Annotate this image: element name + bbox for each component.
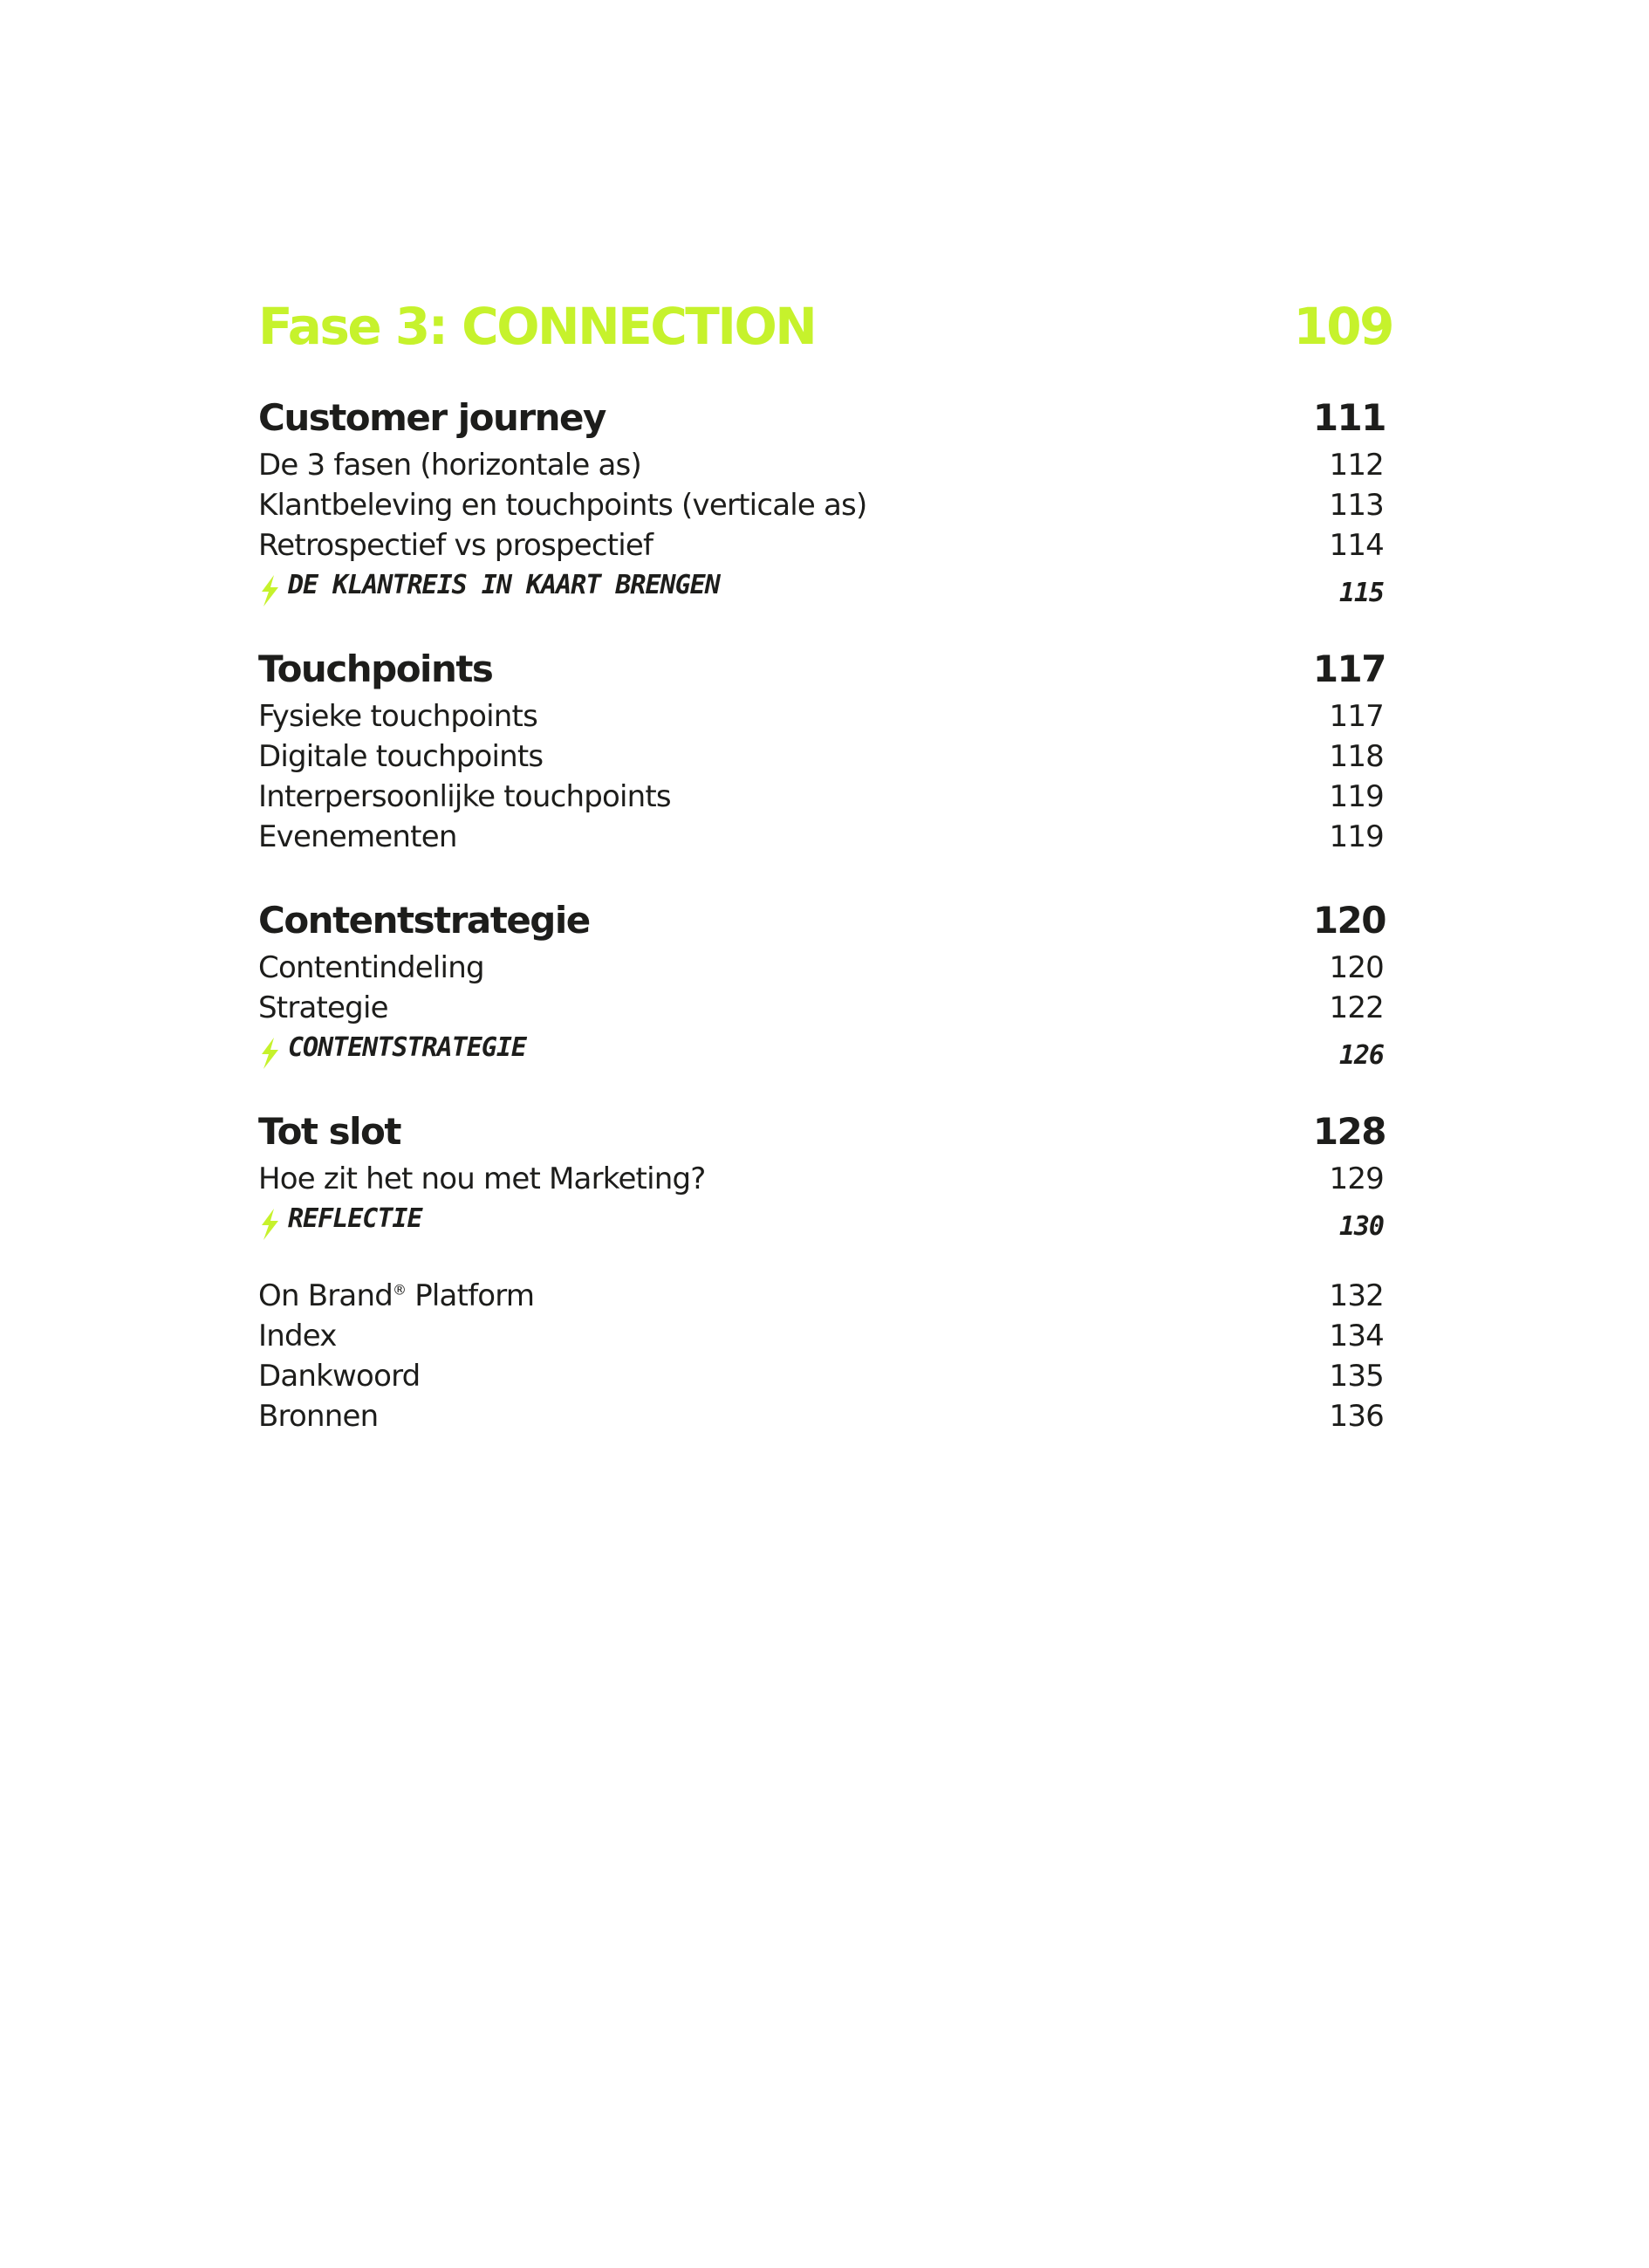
entry-page: 129 (1329, 1161, 1384, 1196)
section-title: Touchpoints (258, 648, 493, 690)
entry-label: Fysieke touchpoints (258, 699, 537, 734)
toc-appendix (258, 1276, 1392, 1436)
toc-section-contentstrategie (258, 894, 1392, 1071)
registered-mark: ® (393, 1281, 407, 1298)
lightning-bolt-icon (258, 575, 281, 606)
entry-label: On Brand® Platform (258, 1278, 535, 1313)
toc-section-tot-slot (258, 1105, 1392, 1242)
toc-section-touchpoints (258, 642, 1392, 857)
entry-label: Interpersoonlijke touchpoints (258, 779, 671, 814)
entry-page: 115 (1338, 578, 1384, 608)
entry-label: Retrospectief vs prospectief (258, 528, 653, 563)
table-of-contents (258, 297, 1392, 1473)
entry-page: 126 (1338, 1040, 1384, 1071)
section-heading[interactable] (258, 894, 1392, 948)
entry-page: 113 (1329, 488, 1384, 523)
toc-entry[interactable] (258, 988, 1392, 1028)
entry-label: Evenementen (258, 819, 457, 854)
phase-heading (258, 297, 1392, 375)
entry-label: Bronnen (258, 1399, 379, 1434)
section-title: Contentstrategie (258, 899, 590, 942)
entry-page: 119 (1329, 819, 1384, 854)
toc-entry[interactable] (258, 817, 1392, 857)
toc-exercise-entry[interactable] (258, 1028, 1392, 1071)
toc-entry[interactable] (258, 948, 1392, 988)
toc-entry[interactable] (258, 525, 1392, 565)
toc-entry[interactable] (258, 1356, 1392, 1396)
section-title: Tot slot (258, 1110, 400, 1153)
exercise-label: DE KLANTREIS IN KAART BRENGEN (288, 570, 720, 600)
toc-section-customer-journey (258, 391, 1392, 606)
entry-page: 117 (1329, 699, 1384, 734)
entry-page: 130 (1338, 1211, 1384, 1242)
toc-entry[interactable] (258, 696, 1392, 737)
entry-page: 122 (1329, 990, 1384, 1025)
entry-label: Hoe zit het nou met Marketing? (258, 1161, 706, 1196)
entry-page: 120 (1329, 950, 1384, 985)
lightning-bolt-icon (258, 1209, 281, 1240)
toc-entry[interactable] (258, 1316, 1392, 1356)
entry-label: De 3 fasen (horizontale as) (258, 448, 641, 483)
toc-entry[interactable] (258, 445, 1392, 485)
entry-label: Strategie (258, 990, 388, 1025)
section-heading[interactable] (258, 1105, 1392, 1159)
toc-entry[interactable] (258, 777, 1392, 817)
entry-page: 112 (1329, 448, 1384, 483)
section-page: 128 (1312, 1110, 1386, 1153)
entry-page: 135 (1329, 1359, 1384, 1394)
entry-page: 132 (1329, 1278, 1384, 1313)
section-heading[interactable] (258, 642, 1392, 696)
toc-entry[interactable] (258, 1396, 1392, 1436)
phase-title: Fase 3: CONNECTION (258, 297, 816, 356)
exercise-label: CONTENTSTRATEGIE (288, 1032, 526, 1063)
exercise-label: REFLECTIE (288, 1203, 422, 1234)
section-heading[interactable] (258, 391, 1392, 445)
toc-exercise-entry[interactable] (258, 565, 1392, 606)
entry-page: 118 (1329, 739, 1384, 774)
entry-label: Digitale touchpoints (258, 739, 544, 774)
lightning-bolt-icon (258, 1038, 281, 1069)
section-title: Customer journey (258, 396, 606, 439)
toc-entry[interactable] (258, 485, 1392, 525)
entry-label: Dankwoord (258, 1359, 421, 1394)
entry-label: Klantbeleving en touchpoints (verticale as) (258, 488, 867, 523)
entry-label: Contentindeling (258, 950, 484, 985)
section-page: 120 (1312, 899, 1386, 942)
entry-page: 119 (1329, 779, 1384, 814)
phase-page: 109 (1293, 297, 1392, 356)
section-page: 117 (1312, 648, 1386, 690)
entry-page: 114 (1329, 528, 1384, 563)
toc-entry[interactable] (258, 1159, 1392, 1199)
toc-exercise-entry[interactable] (258, 1199, 1392, 1242)
entry-page: 134 (1329, 1319, 1384, 1353)
entry-page: 136 (1329, 1399, 1384, 1434)
toc-entry[interactable] (258, 1276, 1392, 1316)
section-page: 111 (1312, 396, 1386, 439)
toc-entry[interactable] (258, 737, 1392, 777)
entry-label: Index (258, 1319, 337, 1353)
